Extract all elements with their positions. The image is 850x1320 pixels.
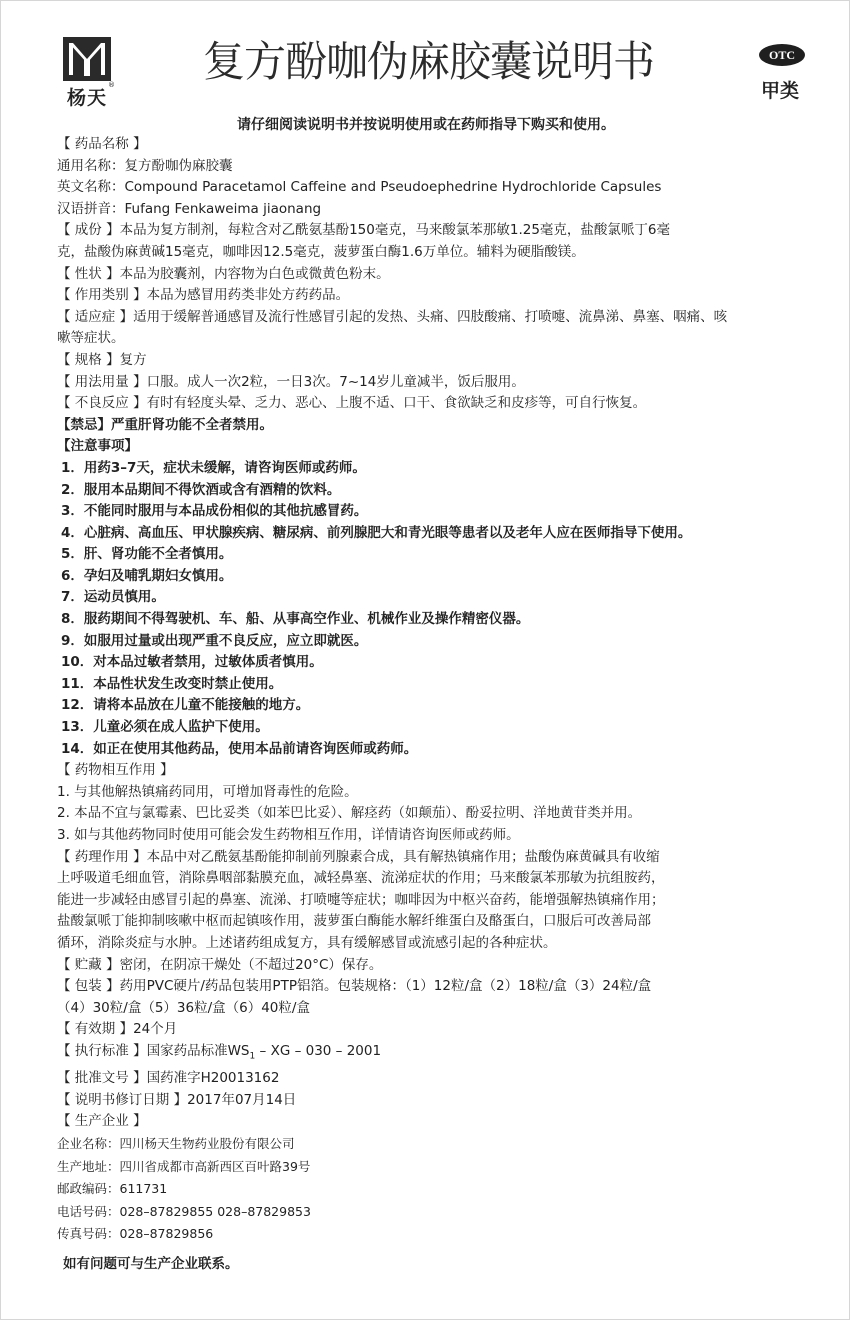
precaution-item: 10．对本品过敏者禁用，过敏体质者慎用。 xyxy=(61,654,323,671)
precaution-item: 2．服用本品期间不得饮酒或含有酒精的饮料。 xyxy=(61,481,341,498)
leaflet-content xyxy=(57,134,807,1275)
description: 【 性状 】本品为胶囊剂，内容物为白色或微黄色粉末。 xyxy=(57,265,390,282)
precaution-item: 9．如服用过量或出现严重不良反应，应立即就医。 xyxy=(61,632,368,649)
manufacturer-name: 企业名称：四川杨天生物药业股份有限公司 xyxy=(57,1136,295,1151)
precautions-heading: 【注意事项】 xyxy=(57,438,138,455)
generic-name: 通用名称：复方酚咖伪麻胶囊 xyxy=(57,157,233,174)
interaction-item: 2. 本品不宜与氯霉素、巴比妥类（如苯巴比妥）、解痉药（如颠茄）、酚妥拉明、洋地黄苷类并用。 xyxy=(57,805,642,822)
logo-name: 杨天 xyxy=(66,87,107,109)
precaution-item: 11．本品性状发生改变时禁止使用。 xyxy=(61,675,283,692)
logo-mark-icon xyxy=(63,37,111,81)
precaution-item: 1．用药3–7天，症状未缓解，请咨询医师或药师。 xyxy=(61,459,366,476)
precaution-item: 5．肝、肾功能不全者慎用。 xyxy=(61,546,233,563)
specification: 【 规格 】复方 xyxy=(57,351,147,368)
category: 【 作用类别 】本品为感冒用药类非处方药药品。 xyxy=(57,287,350,304)
english-name: 英文名称：Compound Paracetamol Caffeine and Pseudoephedrine Hydrochloride Capsules xyxy=(57,179,662,196)
contraindication: 【禁忌】严重肝肾功能不全者禁用。 xyxy=(57,416,273,433)
manufacturer-heading: 【 生产企业 】 xyxy=(57,1113,147,1130)
interactions-heading: 【 药物相互作用 】 xyxy=(57,762,174,779)
approval-number: 【 批准文号 】国药准字H20013162 xyxy=(57,1070,280,1087)
manufacturer-postcode: 邮政编码：611731 xyxy=(57,1181,168,1196)
adverse-reactions: 【 不良反应 】有时有轻度头晕、乏力、恶心、上腹不适、口干、食欲缺乏和皮疹等，可自行恢复。 xyxy=(57,395,647,412)
precaution-item: 7．运动员慎用。 xyxy=(61,589,165,606)
package-line-1: 【 包装 】药用PVC硬片/药品包装用PTP铝箔。包装规格：（1）12粒/盒（2）18粒/盒（3）24粒/盒 xyxy=(57,978,652,995)
manufacturer-fax: 传真号码：028–87829856 xyxy=(57,1226,214,1241)
pharmacology-line: 上呼吸道毛细血管，消除鼻咽部黏膜充血，减轻鼻塞、流涕症状的作用；马来酸氯苯那敏为抗组胺药， xyxy=(57,870,665,887)
revision-date: 【 说明书修订日期 】2017年07月14日 xyxy=(57,1091,297,1108)
usage-warning: 请仔细阅读说明书并按说明使用或在药师指导下购买和使用。 xyxy=(237,117,615,133)
indications-line-1: 【 适应症 】适用于缓解普通感冒及流行性感冒引起的发热、头痛、四肢酸痛、打喷嚏、流鼻涕、鼻塞、咽痛、咳 xyxy=(57,308,728,325)
standard-sub: 1 xyxy=(249,1051,256,1062)
storage: 【 贮藏 】密闭，在阴凉干燥处（不超过20°C）保存。 xyxy=(57,956,383,973)
precaution-item: 3．不能同时服用与本品成份相似的其他抗感冒药。 xyxy=(61,503,368,520)
precaution-item: 13．儿童必须在成人监护下使用。 xyxy=(61,719,269,736)
precaution-item: 12．请将本品放在儿童不能接触的地方。 xyxy=(61,697,310,714)
validity: 【 有效期 】24个月 xyxy=(57,1021,178,1038)
package-line-2: （4）30粒/盒（5）36粒/盒（6）40粒/盒 xyxy=(57,999,310,1016)
registered-mark: ® xyxy=(108,81,115,89)
pinyin-name: 汉语拼音：Fufang Fenkaweima jiaonang xyxy=(57,200,322,217)
precaution-item: 14．如正在使用其他药品，使用本品前请咨询医师或药师。 xyxy=(61,740,418,757)
manufacturer-address: 生产地址：四川省成都市高新西区百叶路39号 xyxy=(57,1158,311,1174)
standard xyxy=(57,1041,807,1068)
ingredients-line-2: 克，盐酸伪麻黄碱15毫克，咖啡因12.5毫克，菠萝蛋白酶1.6万单位。辅料为硬脂酸镁。 xyxy=(57,243,585,260)
manufacturer-phone: 电话号码：028–87829855 028–87829853 xyxy=(57,1203,311,1219)
otc-badge: OTC xyxy=(759,44,805,66)
contact-note: 如有问题可与生产企业联系。 xyxy=(63,1255,239,1272)
interaction-item: 1. 与其他解热镇痛药同用，可增加肾毒性的危险。 xyxy=(57,783,358,800)
precaution-item: 6．孕妇及哺乳期妇女慎用。 xyxy=(61,567,233,584)
otc-class-label: 甲类 xyxy=(761,80,800,102)
dosage: 【 用法用量 】口服。成人一次2粒，一日3次。7~14岁儿童减半，饭后服用。 xyxy=(57,373,525,390)
ingredients-line-1: 【 成份 】本品为复方制剂，每粒含对乙酰氨基酚150毫克，马来酸氯苯那敏1.25毫克，盐酸氯哌丁6毫 xyxy=(57,222,670,239)
indications-line-2: 嗽等症状。 xyxy=(57,330,125,347)
section-drug-name-heading: 【 药品名称 】 xyxy=(57,136,147,152)
company-logo xyxy=(56,37,118,110)
pharmacology-line: 循环，消除炎症与水肿。上述诸药组成复方，具有缓解感冒或流感引起的各种症状。 xyxy=(57,934,557,951)
pharmacology-line: 能进一步减轻由感冒引起的鼻塞、流涕、打喷嚏等症状；咖啡因为中枢兴奋药，能增强解热镇痛作用； xyxy=(57,891,665,908)
interaction-item: 3. 如与其他药物同时使用可能会发生药物相互作用，详情请咨询医师或药师。 xyxy=(57,827,520,843)
pharmacology-line: 盐酸氯哌丁能抑制咳嗽中枢而起镇咳作用，菠萝蛋白酶能水解纤维蛋白及酪蛋白，口服后可改善局部 xyxy=(57,913,651,930)
precaution-item: 4．心脏病、高血压、甲状腺疾病、糖尿病、前列腺肥大和青光眼等患者以及老年人应在医师指导下使用。 xyxy=(61,524,692,541)
precaution-item: 8．服药期间不得驾驶机、车、船、从事高空作业、机械作业及操作精密仪器。 xyxy=(61,611,530,628)
pharmacology-line: 【 药理作用 】本品中对乙酰氨基酚能抑制前列腺素合成，具有解热镇痛作用；盐酸伪麻黄碱具有收缩 xyxy=(57,848,660,865)
page-title: 复方酚咖伪麻胶囊说明书 xyxy=(202,37,654,86)
standard-prefix: 【 执行标准 】国家药品标准WS xyxy=(57,1042,250,1059)
standard-suffix: – XG – 030 – 2001 xyxy=(255,1042,382,1059)
